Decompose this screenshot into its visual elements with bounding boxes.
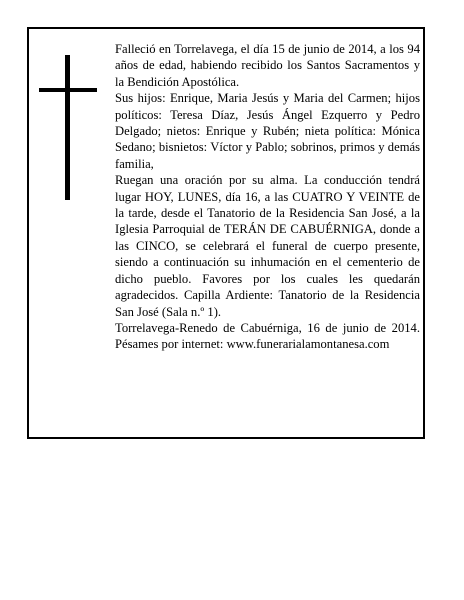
cross-horizontal-bar — [39, 88, 97, 92]
death-announcement: Falleció en Torrelavega, el día 15 de junio de 2014, a los 94 años de edad, habiendo recibido los Santos Sacramentos y la Bendición Apostólica. — [115, 42, 420, 89]
family-list: Sus hijos: Enrique, Maria Jesús y Maria del Carmen; hijos políticos: Teresa Díaz, Jesús Ángel Ezquerro y Pedro Delgado; nietos: Enrique y Rubén; nieta política: Mónica Sedano; bisnietos: Víctor y Pablo; sobrinos, primos y demás familia, — [115, 91, 420, 171]
cross-vertical-bar — [65, 55, 70, 200]
obituary-notice — [27, 27, 425, 439]
obituary-text — [115, 41, 420, 353]
funeral-details: Ruegan una oración por su alma. La conducción tendrá lugar HOY, LUNES, día 16, a las CUATRO Y VEINTE de la tarde, desde el Tanatorio de la Residencia San José, a la Iglesia Parroquial de TERÁN DE CABUÉRNIGA, donde a las CINCO, se celebrará el funeral de cuerpo presente, siendo a continuación su inhumación en el cementerio de dicho pueblo. Favores por los cuales les quedarán agradecidos. Capilla Ardiente: Tanatorio de la Residencia San José (Sala n.º 1). — [115, 173, 420, 319]
place-date-condolences: Torrelavega-Renedo de Cabuérniga, 16 de junio de 2014. Pésames por internet: www.funerarialamontanesa.com — [115, 320, 420, 352]
cross-icon — [39, 55, 97, 200]
